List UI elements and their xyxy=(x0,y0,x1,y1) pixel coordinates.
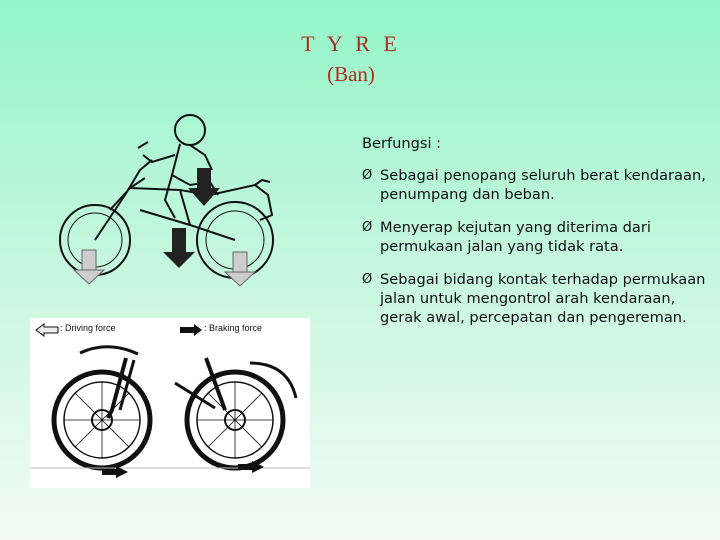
rear-wheel-load-arrow xyxy=(225,252,255,286)
list-item xyxy=(362,270,714,327)
arrow-bullet-icon: Ø xyxy=(362,168,373,183)
function-list xyxy=(362,166,714,327)
driving-force-label: : Driving force xyxy=(60,323,116,333)
arrow-bullet-icon: Ø xyxy=(362,272,373,287)
list-item xyxy=(362,218,714,256)
intro-heading: Berfungsi : xyxy=(362,135,442,152)
force-illustration xyxy=(30,318,310,488)
list-item-text: Sebagai bidang kontak terhadap permukaan jalan untuk mengontrol arah kendaraan, gerak awal, percepatan dan pengereman. xyxy=(380,271,706,326)
arrow-bullet-icon: Ø xyxy=(362,220,373,235)
bike-weight-arrow xyxy=(163,228,195,268)
slide-subtitle: (Ban) xyxy=(327,62,375,86)
function-description xyxy=(362,134,714,341)
rider-weight-arrow xyxy=(188,168,220,206)
list-item xyxy=(362,166,714,204)
list-item-text: Sebagai penopang seluruh berat kendaraan, penumpang dan beban. xyxy=(380,167,706,203)
slide-title: T Y R E xyxy=(301,31,401,56)
list-item-text: Menyerap kejutan yang diterima dari permukaan jalan yang tidak rata. xyxy=(380,219,651,255)
motorcycle-load-illustration xyxy=(40,100,340,315)
rider-head xyxy=(175,115,205,145)
braking-force-label: : Braking force xyxy=(204,323,263,333)
